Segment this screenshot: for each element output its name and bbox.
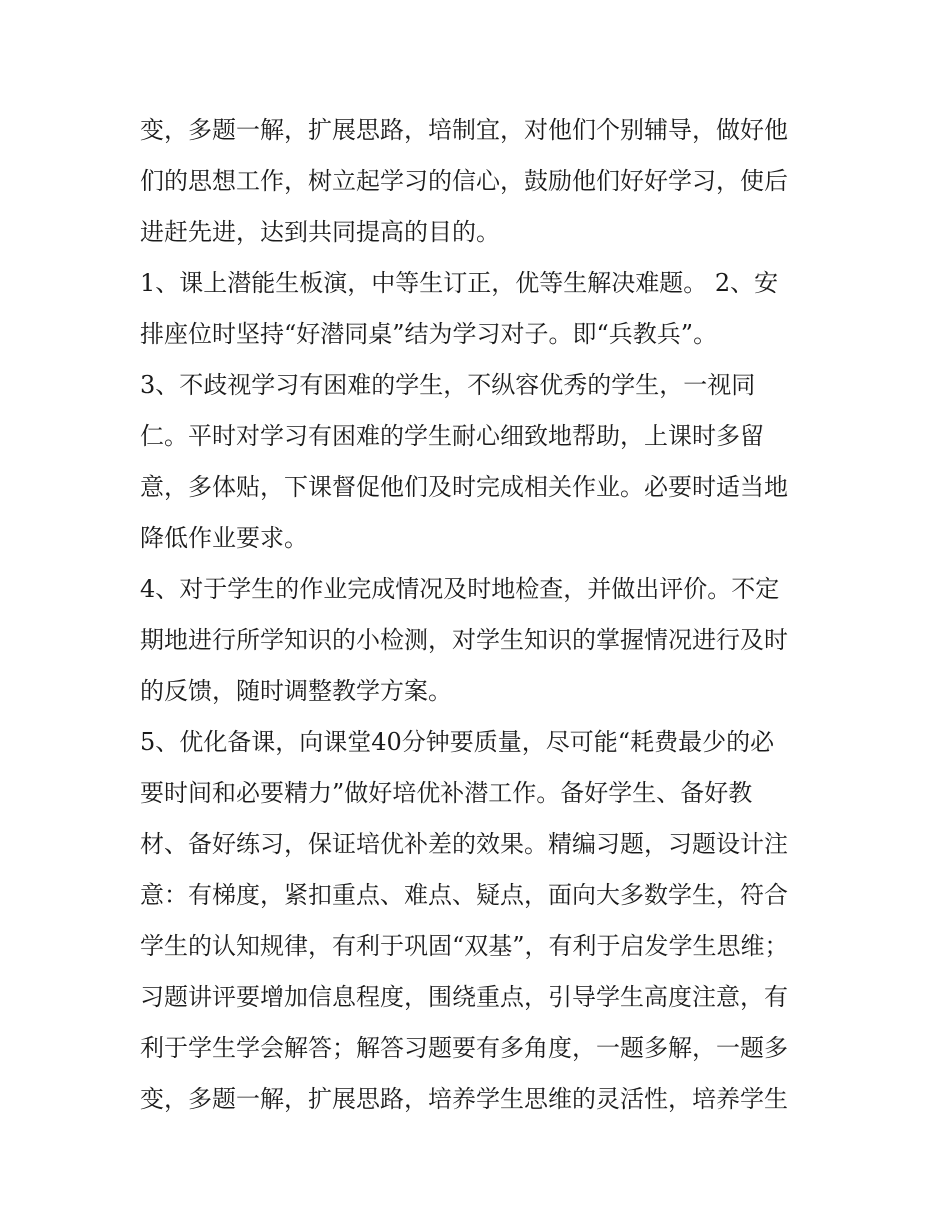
text-line: 降低作业要求。	[140, 524, 308, 552]
document-body	[140, 105, 820, 1125]
text-line: 材、备好练习，保证培优补差的效果。精编习题，习题设计注	[140, 830, 788, 858]
text-line: 3、不歧视学习有困难的学生，不纵容优秀的学生，一视同	[140, 371, 756, 399]
text-line: 习题讲评要增加信息程度，围绕重点，引导学生高度注意，有	[140, 983, 788, 1011]
text-line: 1、课上潜能生板演，中等生订正，优等生解决难题。 2、安	[140, 269, 779, 297]
text-line: 进赶先进，达到共同提高的目的。	[140, 218, 500, 246]
text-line: 仁。平时对学习有困难的学生耐心细致地帮助，上课时多留	[140, 422, 764, 450]
text-line: 变，多题一解，扩展思路，培养学生思维的灵活性，培养学生	[140, 1085, 788, 1113]
text-line: 意，多体贴，下课督促他们及时完成相关作业。必要时适当地	[140, 473, 788, 501]
text-line: 变，多题一解，扩展思路，培制宜，对他们个别辅导，做好他	[140, 116, 788, 144]
text-line: 期地进行所学知识的小检测，对学生知识的掌握情况进行及时	[140, 626, 788, 654]
text-line: 4、对于学生的作业完成情况及时地检查，并做出评价。不定	[140, 575, 780, 603]
text-line: 5、优化备课，向课堂40分钟要质量，尽可能“耗费最少的必	[140, 728, 775, 756]
text-line: 的反馈，随时调整教学方案。	[140, 677, 452, 705]
text-line: 利于学生学会解答；解答习题要有多角度，一题多解，一题多	[140, 1034, 788, 1062]
text-line: 们的思想工作，树立起学习的信心，鼓励他们好好学习，使后	[140, 167, 788, 195]
text-line: 排座位时坚持“好潜同桌”结为学习对子。即“兵教兵”。	[140, 320, 718, 348]
text-line: 要时间和必要精力”做好培优补潜工作。备好学生、备好教	[140, 779, 753, 807]
text-line: 学生的认知规律，有利于巩固“双基”，有利于启发学生思维；	[140, 932, 789, 960]
text-line: 意：有梯度，紧扣重点、难点、疑点，面向大多数学生，符合	[140, 881, 788, 909]
